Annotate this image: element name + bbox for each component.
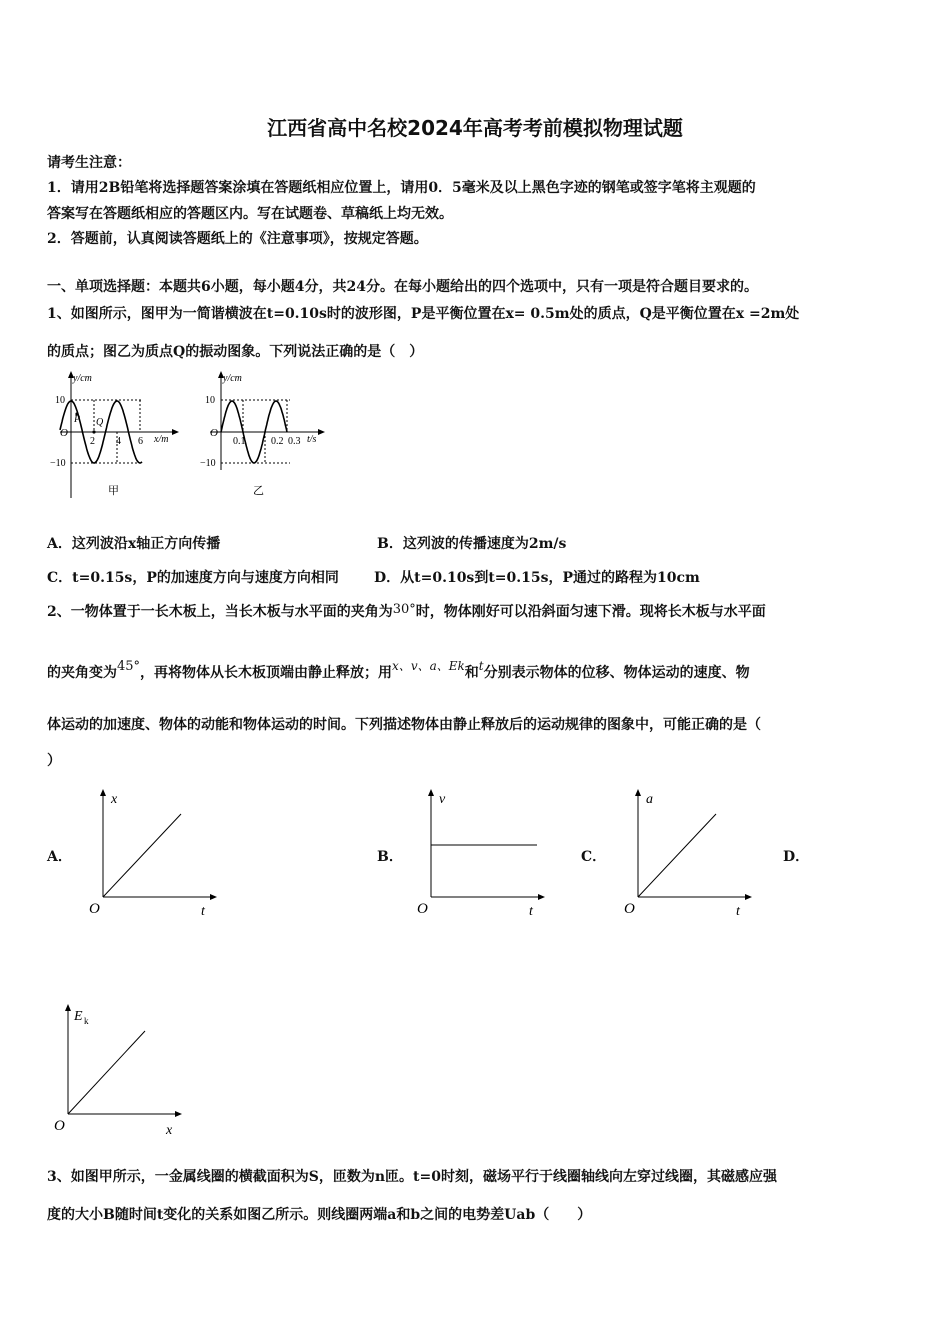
graph-a-x-t: [85, 785, 225, 920]
x-label: t: [736, 904, 740, 919]
x-label: t: [529, 904, 533, 919]
q2-text: 的夹角变为: [47, 665, 117, 681]
point-q: [92, 430, 95, 433]
q2-stem-line4: ）: [47, 753, 61, 769]
y-tick-top: 10: [55, 395, 65, 406]
notice-item-2: 2．答题前，认真阅读答题纸上的《注意事项》，按规定答题。: [47, 231, 428, 247]
y-axis-label: y/cm: [73, 373, 92, 384]
graph-line: [638, 814, 716, 897]
angle-45: 45°: [117, 659, 141, 674]
graph-c-a-t: [620, 785, 760, 920]
q1-option-d[interactable]: D．从t=0.10s到t=0.15s，P通过的路程为10cm: [374, 570, 700, 586]
q2-text: 和: [464, 665, 479, 681]
t-axis-label: t/s: [307, 434, 317, 445]
q1-stem-line2: 的质点；图乙为质点Q的振动图象。下列说法正确的是（ ）: [47, 344, 424, 360]
y-label: E: [74, 1009, 83, 1024]
x-tick-4: 4: [116, 436, 121, 447]
graph-line: [103, 814, 181, 897]
x-label: t: [201, 904, 205, 919]
figure-caption: 乙: [253, 485, 264, 497]
point-p-label: P: [74, 414, 81, 425]
y-label-sub: k: [84, 1016, 89, 1026]
q2-option-c[interactable]: C．: [581, 849, 607, 865]
figure-wave-jia: [50, 368, 180, 498]
q1-stem-line1: 1、如图所示，图甲为一简谐横波在t=0.10s时的波形图，P是平衡位置在x= 0.5m处的质点，Q是平衡位置在x =2m处: [47, 306, 800, 322]
q1-option-c[interactable]: C．t=0.15s，P的加速度方向与速度方向相同: [47, 570, 339, 586]
q2-option-a[interactable]: A．: [47, 849, 72, 865]
x-label: x: [166, 1123, 173, 1138]
graph-d-ek-x: [50, 1000, 190, 1140]
y-tick-bottom: −10: [50, 458, 66, 469]
origin-label: O: [210, 427, 218, 439]
section-heading: 一、单项选择题：本题共6小题，每小题4分，共24分。在每小题给出的四个选项中，只有一项是符合题目要求的。: [47, 279, 758, 295]
t-tick-0.3: 0.3: [288, 436, 301, 447]
q2-option-b[interactable]: B．: [377, 849, 403, 865]
origin-label: O: [60, 427, 68, 439]
y-tick-bottom: −10: [200, 458, 216, 469]
q2-option-d[interactable]: D．: [783, 849, 810, 865]
origin: O: [624, 901, 635, 917]
angle-30: 30°: [392, 602, 416, 617]
origin: O: [89, 901, 100, 917]
symbol-t: t: [478, 659, 484, 673]
y-label: v: [439, 792, 446, 807]
figure-vibration-yi: [195, 368, 330, 498]
t-tick-0.1: 0.1: [233, 436, 246, 447]
q2-text: 时，物体刚好可以沿斜面匀速下滑。现将长木板与水平面: [415, 604, 766, 620]
origin: O: [54, 1118, 65, 1134]
graph-line: [68, 1031, 145, 1114]
figure-caption: 甲: [108, 485, 119, 497]
notice-item-1: 1．请用2B铅笔将选择题答案涂填在答题纸相应位置上，请用0．5毫米及以上黑色字迹的钢笔或签字笔将主观题的: [47, 180, 756, 196]
q2-text: 2、一物体置于一长木板上，当长木板与水平面的夹角为: [47, 604, 393, 620]
t-tick-0.2: 0.2: [271, 436, 284, 447]
q2-stem-line1: [47, 601, 766, 621]
q1-option-b[interactable]: B．这列波的传播速度为2m/s: [377, 536, 567, 552]
x-tick-2: 2: [90, 436, 95, 447]
q1-option-a[interactable]: A．这列波沿x轴正方向传播: [47, 536, 221, 552]
y-axis-label: y/cm: [223, 373, 242, 384]
x-axis-label: x/m: [154, 434, 169, 445]
q2-stem-line2: [47, 659, 750, 682]
q2-text: ，再将物体从长木板顶端由静止释放；用: [140, 665, 393, 681]
origin: O: [417, 901, 428, 917]
page-title: 江西省高中名校2024年高考考前模拟物理试题: [267, 116, 683, 140]
q3-stem-line1: 3、如图甲所示，一金属线圈的横截面积为S，匝数为n匝。t=0时刻，磁场平行于线圈轴线向左穿过线圈，其磁感应强: [47, 1169, 777, 1185]
y-tick-top: 10: [205, 395, 215, 406]
q3-stem-line2: 度的大小B随时间t变化的关系如图乙所示。则线圈两端a和b之间的电势差Uab（ ）: [47, 1207, 592, 1223]
graph-b-v-t: [413, 785, 553, 920]
point-q-label: Q: [96, 417, 104, 428]
y-label: a: [646, 792, 653, 807]
y-label: x: [111, 792, 118, 807]
q2-text: 分别表示物体的位移、物体运动的速度、物: [483, 665, 750, 681]
q2-stem-line3: 体运动的加速度、物体的动能和物体运动的时间。下列描述物体由静止释放后的运动规律的图象中，可能正确的是（: [47, 717, 761, 733]
symbol-list: x、v、a、Ek: [392, 659, 465, 673]
notice-heading: 请考生注意：: [47, 155, 131, 171]
notice-item-1-cont: 答案写在答题纸相应的答题区内。写在试题卷、草稿纸上均无效。: [47, 206, 453, 222]
x-tick-6: 6: [138, 436, 143, 447]
